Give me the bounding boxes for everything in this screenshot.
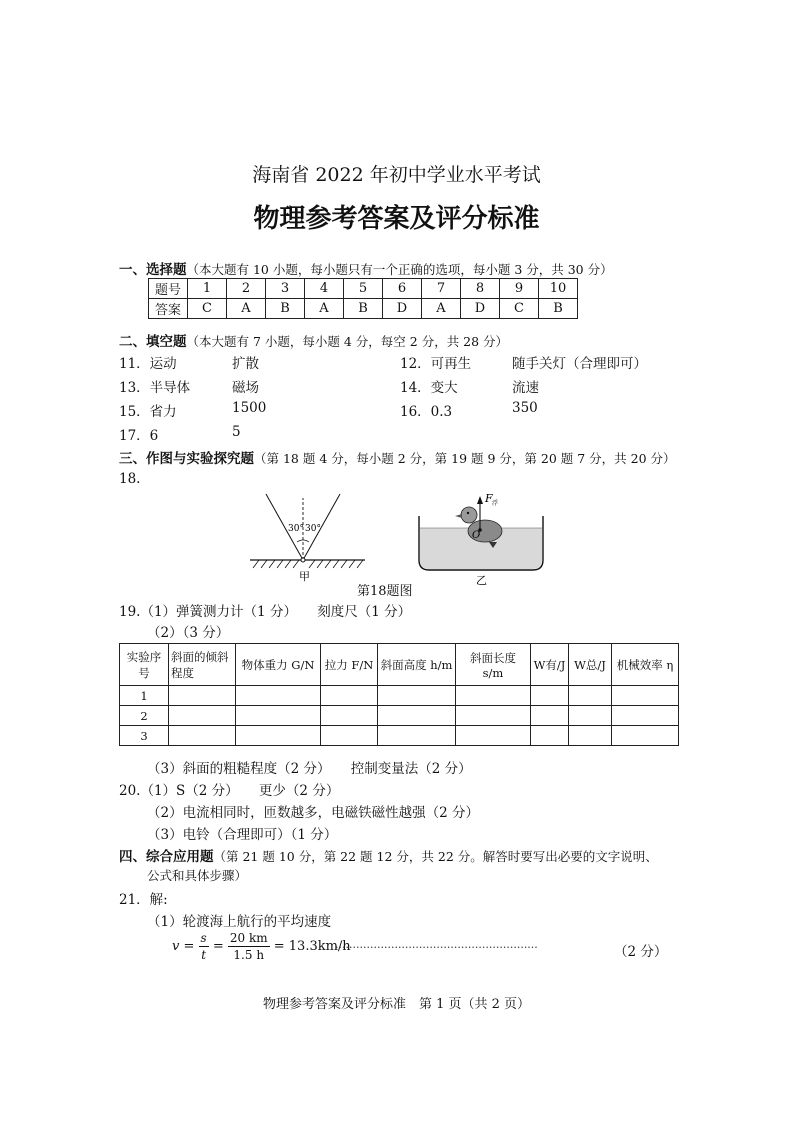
force-label: F (485, 492, 493, 505)
document-subtitle: 物理参考答案及评分标准 (253, 204, 540, 234)
table-row (120, 726, 679, 746)
formula-v: v = (172, 939, 195, 954)
section4-heading: 四、综合应用题 (119, 849, 214, 865)
formula-leader-dots: ·························································· (335, 941, 538, 954)
figure-o-label: O (472, 530, 481, 541)
q17-answer-2: 5 (232, 424, 241, 440)
formula-result: = 13.3km/h (273, 939, 351, 954)
force-subscript: 浮 (492, 500, 499, 507)
table-row (120, 686, 679, 706)
q16-answer-2: 350 (512, 400, 538, 416)
answer-table-answer-row (149, 299, 578, 319)
section4-note-cont: 公式和具体步骤） (147, 868, 248, 883)
answer-value: D (383, 299, 422, 319)
formula-score: （2 分） (614, 944, 668, 960)
document-title: 海南省 2022 年初中学业水平考试 (252, 164, 541, 186)
section3-header (119, 447, 676, 467)
answer-value: C (188, 299, 227, 319)
section3-heading: 三、作图与实验探究题 (119, 451, 254, 467)
section3-note: （第 18 题 4 分，每小题 2 分，第 19 题 9 分，第 20 题 7 分，共 20 分） (254, 451, 676, 466)
figure-caption: 第18题图 (357, 584, 413, 599)
answer-value: B (266, 299, 305, 319)
q12-answer-2: 随手关灯（合理即可） (512, 356, 647, 372)
q20-part1: 20.（1）S（2 分） 更少（2 分） (119, 783, 340, 799)
answer-value: C (500, 299, 539, 319)
answer-value: A (227, 299, 266, 319)
page-footer: 物理参考答案及评分标准 第 1 页（共 2 页） (262, 997, 531, 1012)
answer-number: 6 (383, 279, 422, 299)
col-trial: 实验序号 (120, 644, 169, 686)
formula-t: t (201, 948, 207, 962)
reflection-diagram (250, 494, 365, 583)
q19-part3: （3）斜面的粗糙程度（2 分） 控制变量法（2 分） (147, 761, 472, 777)
answer-number: 5 (344, 279, 383, 299)
col-incline: 斜面的倾斜程度 (169, 644, 236, 686)
q21-part1: （1）轮渡海上航行的平均速度 (147, 914, 332, 930)
figure-yi-label: 乙 (476, 574, 487, 587)
answer-number: 3 (266, 279, 305, 299)
col-pull: 拉力 F/N (321, 644, 378, 686)
section1-heading: 一、选择题 (119, 262, 187, 278)
formula-eq: = (212, 939, 224, 954)
buoyancy-diagram (419, 492, 543, 587)
experiment-table (119, 643, 679, 746)
experiment-table-header (120, 644, 679, 686)
q15-answer-2: 1500 (232, 400, 267, 416)
col-length: 斜面长度 s/m (456, 644, 531, 686)
col-w-useful: W有/J (531, 644, 569, 686)
q11-answer: 11．运动 (119, 356, 177, 372)
answer-table-label: 答案 (149, 299, 188, 319)
q11-answer-2: 扩散 (232, 356, 259, 372)
section2-header (119, 330, 508, 350)
q20-part3: （3）电铃（合理即可）（1 分） (147, 827, 338, 843)
figure-18 (245, 488, 565, 588)
answer-value: B (539, 299, 578, 319)
answer-number: 4 (305, 279, 344, 299)
section1-note: （本大题有 10 小题，每小题只有一个正确的选项，每小题 3 分，共 30 分） (186, 262, 613, 277)
q17-answer: 17．6 (119, 428, 159, 444)
answer-value: D (461, 299, 500, 319)
col-weight: 物体重力 G/N (236, 644, 321, 686)
q20-part2: （2）电流相同时，匝数越多，电磁铁磁性越强（2 分） (147, 805, 479, 821)
q19-part2: （2）（3 分） (147, 625, 230, 641)
formula-fraction-values (228, 930, 270, 963)
answer-table (148, 278, 578, 319)
answer-number: 9 (500, 279, 539, 299)
q15-answer: 15．省力 (119, 404, 177, 420)
formula-numerator: 20 km (229, 931, 268, 945)
answer-number: 1 (188, 279, 227, 299)
answer-table-number-row (149, 279, 578, 299)
formula-fraction-st (199, 930, 209, 963)
q19-part1: 19.（1）弹簧测力计（1 分） 刻度尺（1 分） (119, 604, 412, 620)
angle-right-label: 30° (305, 524, 321, 534)
q13-answer: 13．半导体 (119, 380, 191, 396)
q18-label: 18. (119, 471, 141, 487)
answer-value: B (344, 299, 383, 319)
section4-header (119, 845, 658, 865)
table-row (120, 706, 679, 726)
answer-number: 10 (539, 279, 578, 299)
formula-denominator: 1.5 h (233, 948, 265, 962)
trial-number: 3 (120, 726, 169, 746)
formula-s: s (200, 931, 207, 945)
formula-speed (172, 930, 351, 963)
answer-table-label: 题号 (149, 279, 188, 299)
trial-number: 1 (120, 686, 169, 706)
col-w-total: W总/J (569, 644, 612, 686)
answer-number: 8 (461, 279, 500, 299)
q14-answer-2: 流速 (512, 380, 539, 396)
answer-number: 7 (422, 279, 461, 299)
section1-header (119, 258, 613, 278)
q12-answer: 12．可再生 (400, 356, 472, 372)
angle-left-label: 30° (288, 524, 304, 534)
trial-number: 2 (120, 706, 169, 726)
figure-jia-label: 甲 (299, 570, 310, 583)
q21-label: 21．解: (119, 892, 168, 908)
section4-note: （第 21 题 10 分，第 22 题 12 分，共 22 分。解答时要写出必要的文字说明、 (213, 849, 658, 864)
col-efficiency: 机械效率 η (612, 644, 679, 686)
q16-answer: 16．0.3 (400, 404, 453, 420)
q13-answer-2: 磁场 (232, 380, 259, 396)
col-height: 斜面高度 h/m (378, 644, 456, 686)
section2-heading: 二、填空题 (119, 334, 187, 350)
answer-number: 2 (227, 279, 266, 299)
section2-note: （本大题有 7 小题，每小题 4 分，每空 2 分，共 28 分） (186, 334, 509, 349)
answer-value: A (422, 299, 461, 319)
answer-value: A (305, 299, 344, 319)
q14-answer: 14．变大 (400, 380, 458, 396)
